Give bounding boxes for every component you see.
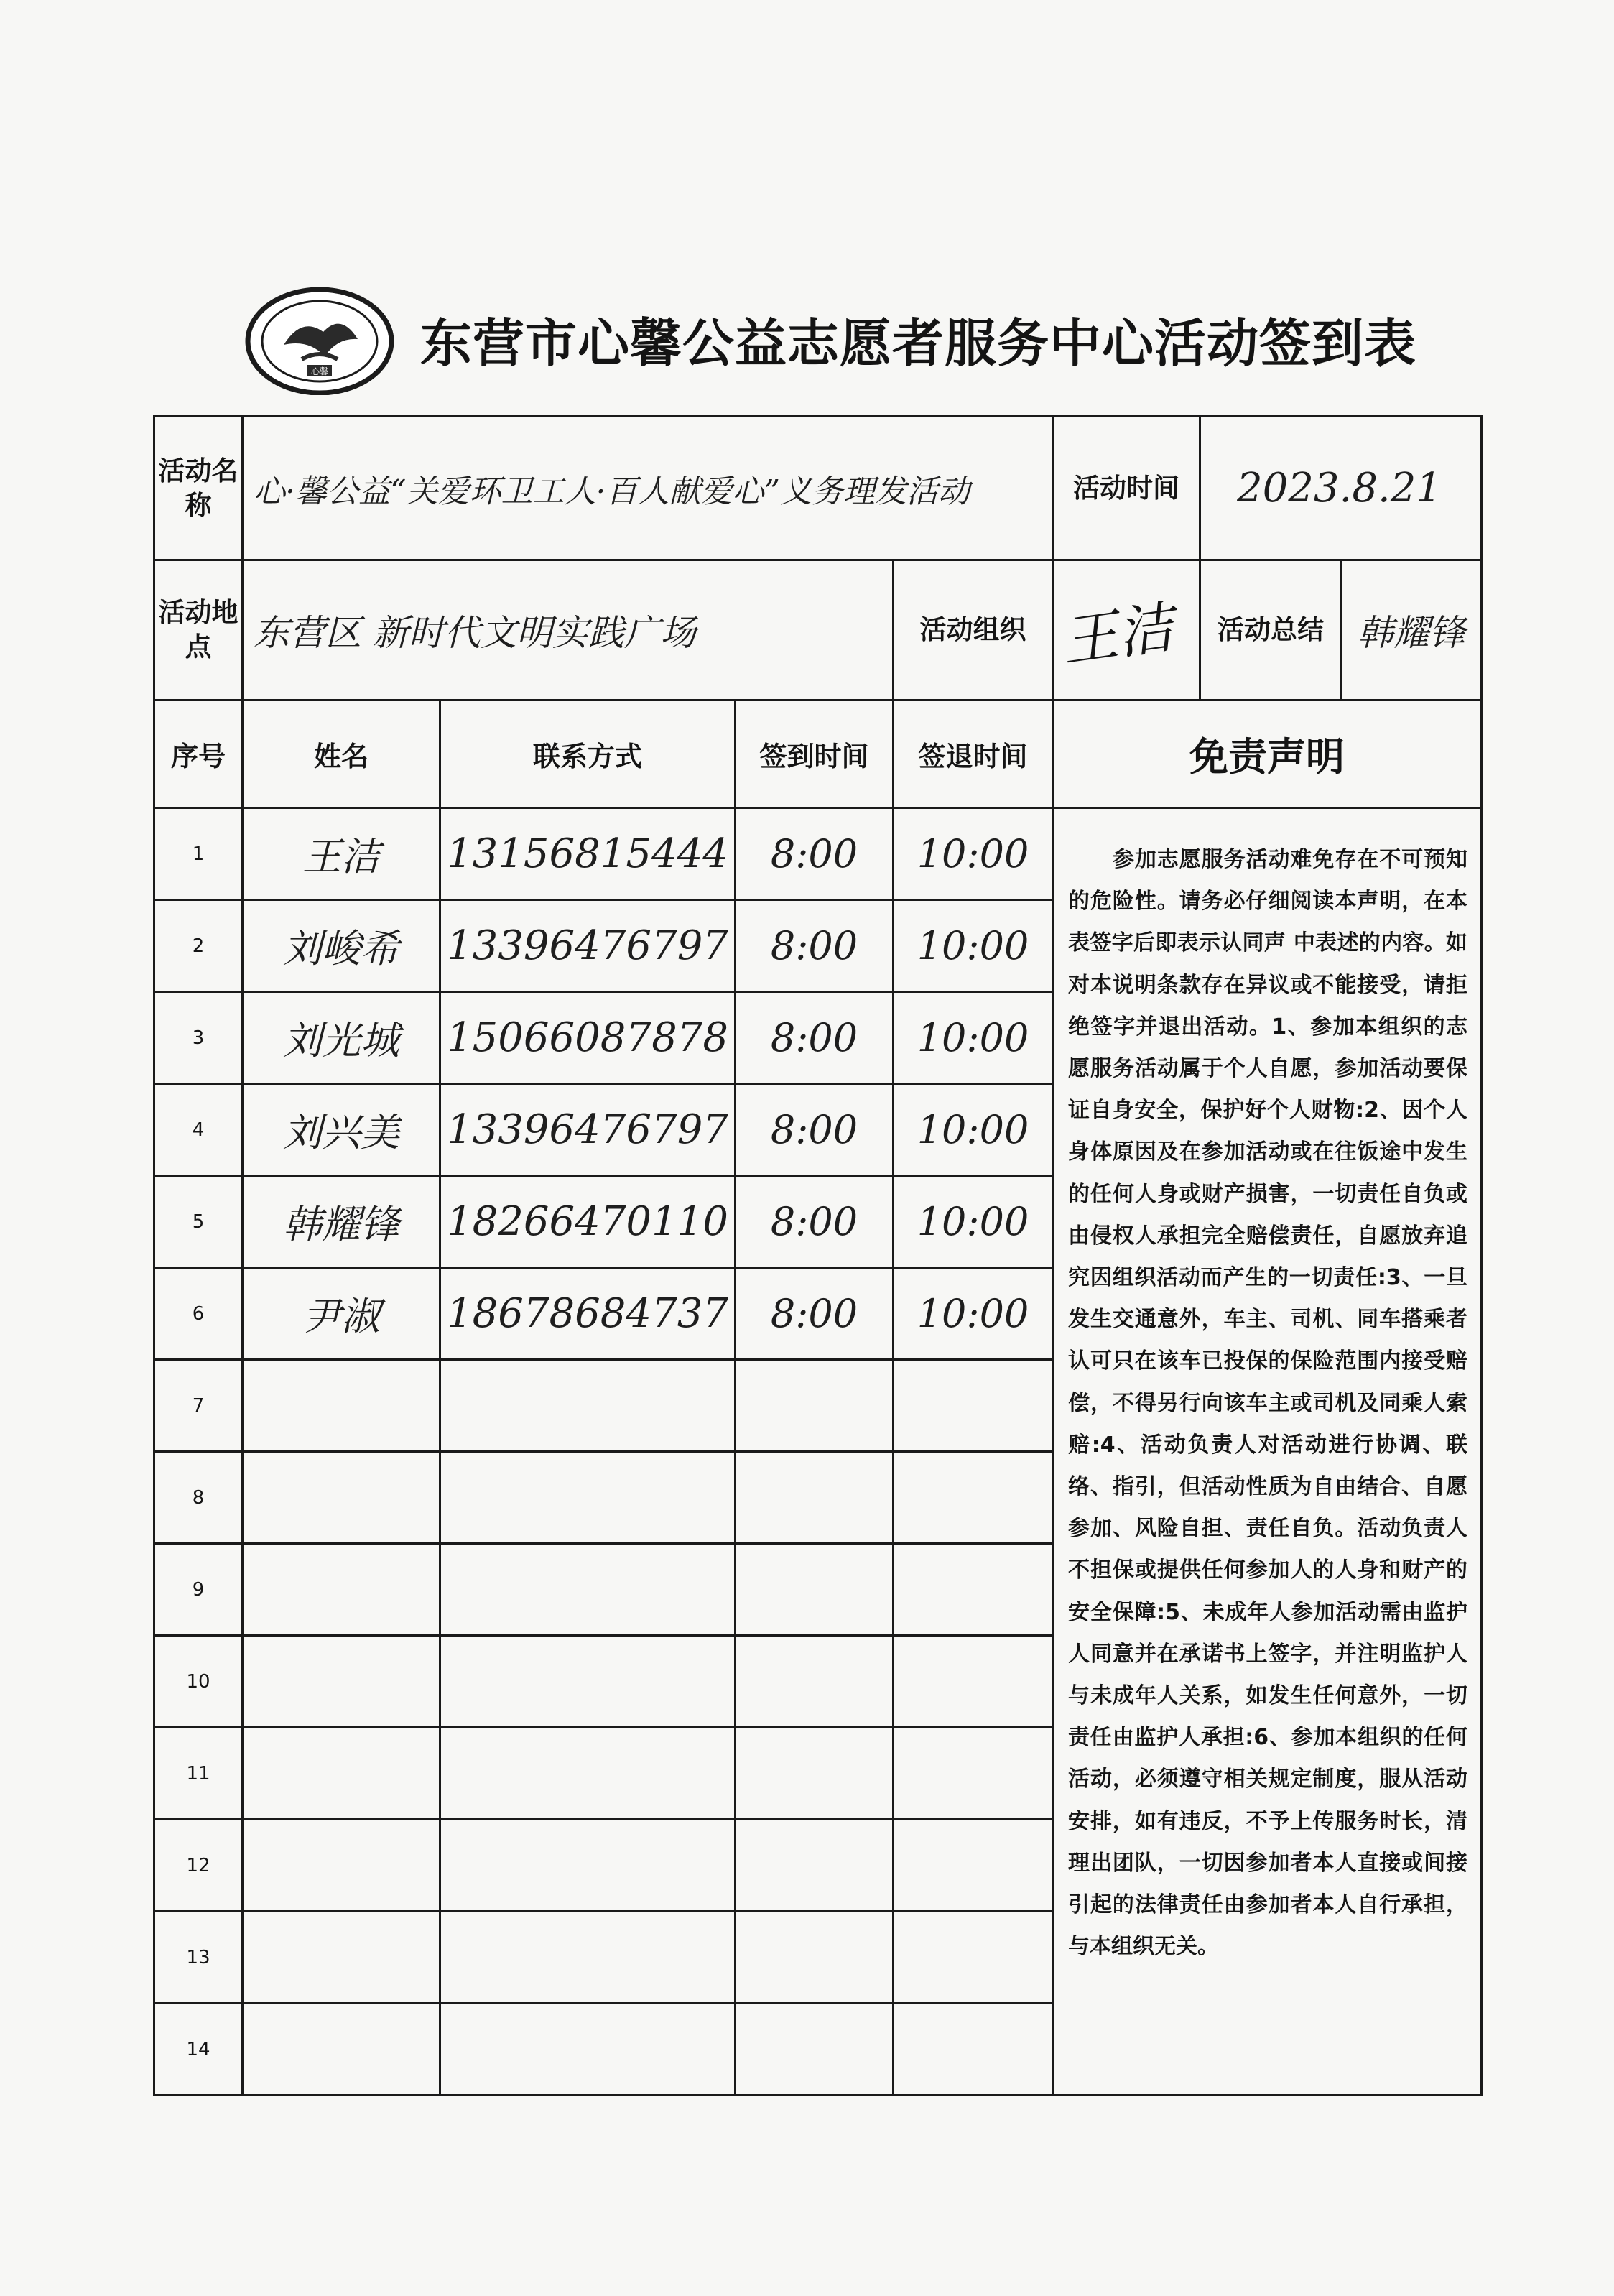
row-sign-out: 10:00 [894, 900, 1053, 992]
row-name [243, 1544, 440, 1636]
row-contact [440, 2004, 736, 2096]
row-name [243, 1452, 440, 1544]
activity-place-label: 活动地点 [154, 560, 243, 700]
row-name [243, 2004, 440, 2096]
row-sign-in [736, 1728, 894, 1820]
activity-place-value: 东营区 新时代文明实践广场 [243, 560, 894, 700]
row-seq: 3 [154, 992, 243, 1084]
row-seq: 7 [154, 1360, 243, 1452]
sign-in-sheet [153, 415, 1483, 2096]
row-name: 刘兴美 [243, 1084, 440, 1176]
row-contact [440, 1544, 736, 1636]
row-sign-in [736, 1360, 894, 1452]
col-name: 姓名 [243, 700, 440, 808]
row-sign-out [894, 1912, 1053, 2004]
col-sign-in: 签到时间 [736, 700, 894, 808]
logo-text: 心馨 [310, 366, 329, 376]
row-sign-out [894, 1820, 1053, 1912]
row-sign-out: 10:00 [894, 808, 1053, 900]
row-name: 韩耀锋 [243, 1176, 440, 1268]
row-seq: 10 [154, 1636, 243, 1728]
col-contact: 联系方式 [440, 700, 736, 808]
organizer-signature-cell [1053, 560, 1200, 700]
row-sign-out [894, 1544, 1053, 1636]
row-name [243, 1636, 440, 1728]
col-sign-out: 签退时间 [894, 700, 1053, 808]
activity-summary-value: 韩耀锋 [1342, 560, 1482, 700]
row-name [243, 1360, 440, 1452]
row-sign-out [894, 2004, 1053, 2096]
row-seq: 1 [154, 808, 243, 900]
row-name: 刘峻希 [243, 900, 440, 992]
row-seq: 8 [154, 1452, 243, 1544]
row-name [243, 1912, 440, 2004]
activity-time-value: 2023.8.21 [1200, 417, 1482, 560]
row-contact: 13156815444 [440, 808, 736, 900]
table-row [154, 808, 1482, 900]
row-contact [440, 1636, 736, 1728]
row-seq: 12 [154, 1820, 243, 1912]
row-sign-in: 8:00 [736, 1268, 894, 1360]
activity-name-row [154, 417, 1482, 560]
row-sign-in [736, 1452, 894, 1544]
col-disclaimer: 免责声明 [1053, 700, 1482, 808]
disclaimer-text: 参加志愿服务活动难免存在不可预知的危险性。请务必仔细阅读本声明，在本表签字后即表示认同声 中表述的内容。如对本说明条款存在异议或不能接受，请拒绝签字并退出活动。1、参加本组织的志愿服务活动属于个人自愿，参加活动要保证自身安全，保护好个人财物:2、因个人身体原因及在参加活动或在往饭途中发生的任何人身或财产损害，一切责任自负或由侵权人承担完全赔偿责任，自愿放弃追究因组织活动而产生的一切责任:3、一旦发生交通意外，车主、司机、同车搭乘者认可只在该车已投保的保险范围内接受赔偿，不得另行向该车主或司机及同乘人索赔:4、活动负责人对活动进行协调、联络、指引，但活动性质为自由结合、自愿参加、风险自担、责任自负。活动负责人不担保或提供任何参加人的人身和财产的安全保障:5、未成年人参加活动需由监护人同意并在承诺书上签字，并注明监护人与未成年人关系，如发生任何意外，一切责任由监护人承担:6、参加本组织的任何活动，必须遵守相关规定制度，服从活动安排，如有违反，不予上传服务时长，清理出团队，一切因参加者本人直接或间接引起的法律责任由参加者本人自行承担，与本组织无关。 [1053, 808, 1482, 2096]
row-name: 王洁 [243, 808, 440, 900]
row-sign-out: 10:00 [894, 992, 1053, 1084]
row-sign-in [736, 2004, 894, 2096]
row-sign-out [894, 1360, 1053, 1452]
activity-name-value: 心·馨公益“关爱环卫工人·百人献爱心”义务理发活动 [243, 417, 1053, 560]
row-seq: 5 [154, 1176, 243, 1268]
row-sign-in [736, 1636, 894, 1728]
row-sign-in [736, 1544, 894, 1636]
row-contact: 13396476797 [440, 1084, 736, 1176]
activity-time-label: 活动时间 [1053, 417, 1200, 560]
row-seq: 6 [154, 1268, 243, 1360]
row-sign-in: 8:00 [736, 808, 894, 900]
row-sign-in: 8:00 [736, 1176, 894, 1268]
row-contact [440, 1728, 736, 1820]
row-seq: 13 [154, 1912, 243, 2004]
row-sign-out: 10:00 [894, 1268, 1053, 1360]
row-contact: 15066087878 [440, 992, 736, 1084]
activity-organizer-label: 活动组织 [894, 560, 1053, 700]
organizer-signature: 王洁 [1057, 595, 1178, 675]
row-name [243, 1820, 440, 1912]
row-contact [440, 1912, 736, 2004]
row-contact: 13396476797 [440, 900, 736, 992]
row-contact: 18266470110 [440, 1176, 736, 1268]
row-seq: 4 [154, 1084, 243, 1176]
activity-place-row [154, 560, 1482, 700]
row-seq: 14 [154, 2004, 243, 2096]
row-sign-in: 8:00 [736, 992, 894, 1084]
row-name: 尹淑 [243, 1268, 440, 1360]
row-name: 刘光城 [243, 992, 440, 1084]
row-sign-out [894, 1636, 1053, 1728]
row-name [243, 1728, 440, 1820]
row-contact: 18678684737 [440, 1268, 736, 1360]
column-header-row [154, 700, 1482, 808]
row-sign-out [894, 1452, 1053, 1544]
row-sign-in: 8:00 [736, 900, 894, 992]
row-contact [440, 1452, 736, 1544]
header [0, 273, 1614, 395]
row-sign-in: 8:00 [736, 1084, 894, 1176]
activity-name-label: 活动名称 [154, 417, 243, 560]
row-sign-in [736, 1912, 894, 2004]
row-sign-out: 10:00 [894, 1084, 1053, 1176]
row-contact [440, 1360, 736, 1452]
row-seq: 2 [154, 900, 243, 992]
seal-logo-icon [244, 287, 395, 395]
row-sign-out [894, 1728, 1053, 1820]
page-title: 东营市心馨公益志愿者服务中心活动签到表 [420, 313, 1417, 374]
row-sign-out: 10:00 [894, 1176, 1053, 1268]
row-contact [440, 1820, 736, 1912]
activity-summary-label: 活动总结 [1200, 560, 1342, 700]
row-sign-in [736, 1820, 894, 1912]
col-seq: 序号 [154, 700, 243, 808]
row-seq: 9 [154, 1544, 243, 1636]
row-seq: 11 [154, 1728, 243, 1820]
